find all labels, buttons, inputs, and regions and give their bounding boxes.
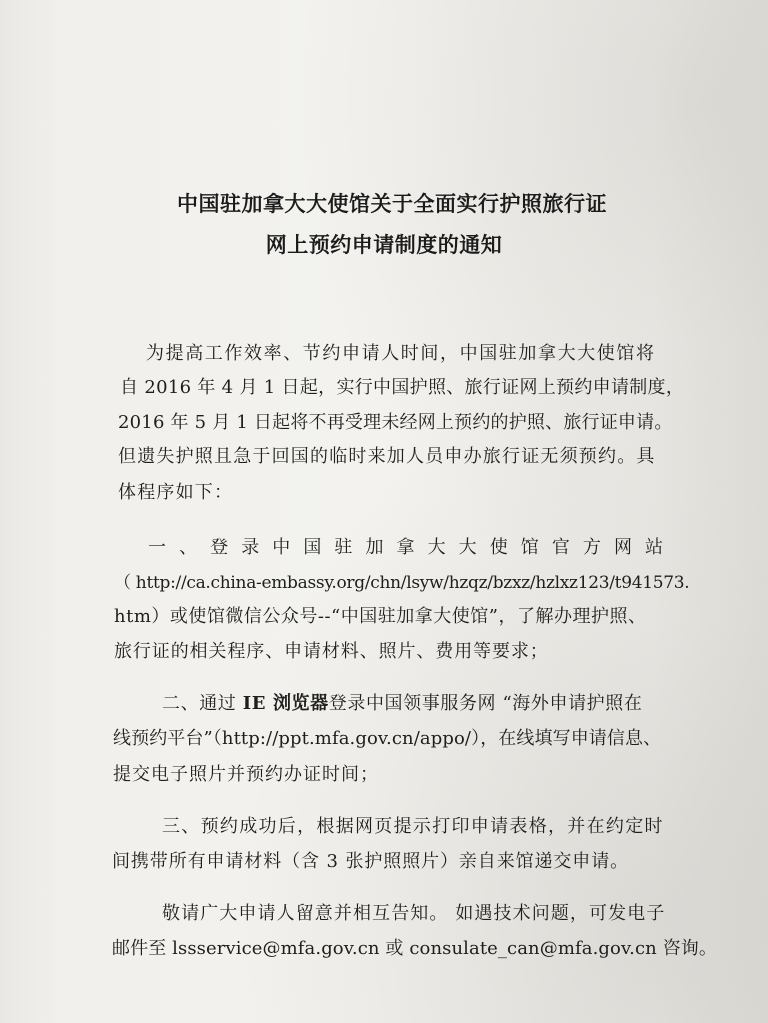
step-1-char: 站 — [645, 537, 663, 558]
step-1-char: 、 — [179, 537, 198, 558]
intro-line-5: 体程序如下： — [118, 482, 234, 503]
step-1-line-2: （ http://ca.china-embassy.org/chn/lsyw/hzqz/bzxz/hzlxz123/t941573. — [114, 573, 690, 593]
step-1-char: 录 — [241, 537, 260, 558]
step-1-char: 加 — [365, 537, 384, 558]
step-1-line-1 — [148, 533, 663, 559]
step-1-char: 馆 — [520, 537, 539, 558]
step-1-char: 官 — [551, 537, 570, 558]
step-2-line-3: 提交电子照片并预约办证时间； — [113, 764, 379, 785]
step-2-line-2: 线预约平台”（http://ppt.mfa.gov.cn/appo/），在线填写申请信息、 — [113, 728, 662, 749]
step-2-line-1 — [162, 689, 642, 715]
intro-line-1: 为提高工作效率、节约申请人时间，中国驻加拿大大使馆将 — [146, 343, 656, 364]
step-1-char: 方 — [582, 537, 601, 558]
step-1-char: 驻 — [334, 537, 353, 558]
step-1-char: 一 — [148, 537, 166, 558]
step-2-text-a: 二、通过 — [162, 693, 243, 714]
step-1-char: 登 — [210, 537, 229, 558]
step-3-line-1: 三、预约成功后，根据网页提示打印申请表格，并在约定时 — [162, 816, 664, 837]
step-1-char: 中 — [272, 537, 291, 558]
step-1-char: 网 — [613, 537, 632, 558]
step-1-char: 大 — [427, 537, 446, 558]
step-1-char: 拿 — [396, 537, 415, 558]
step-2-ie-browser: IE 浏览器 — [242, 693, 329, 714]
intro-line-3: 2016 年 5 月 1 日起将不再受理未经网上预约的护照、旅行证申请。 — [118, 412, 673, 433]
step-2-text-b: 登录中国领事服务网 “海外申请护照在 — [328, 693, 643, 714]
closing-line-1: 敬请广大申请人留意并相互告知。 如遇技术问题，可发电子 — [162, 903, 666, 924]
step-1-line-3: htm）或使馆微信公众号--“中国驻加拿大使馆”，了解办理护照、 — [114, 606, 647, 627]
intro-line-2: 自 2016 年 4 月 1 日起，实行中国护照、旅行证网上预约申请制度， — [120, 377, 685, 398]
step-1-char: 使 — [489, 537, 508, 558]
step-3-line-2: 间携带所有申请材料（含 3 张护照照片）亲自来馆递交申请。 — [112, 851, 629, 872]
notice-title-line-1: 中国驻加拿大大使馆关于全面实行护照旅行证 — [177, 191, 607, 216]
step-1-char: 国 — [303, 537, 322, 558]
step-1-line-4: 旅行证的相关程序、申请材料、照片、费用等要求； — [114, 641, 549, 662]
step-1-char: 大 — [458, 537, 477, 558]
notice-title-line-2: 网上预约申请制度的通知 — [265, 232, 503, 257]
intro-line-4: 但遗失护照且急于回国的临时来加人员申办旅行证无须预约。具 — [118, 446, 656, 467]
closing-line-2: 邮件至 lssservice@mfa.gov.cn 或 consulate_can@mfa.gov.cn 咨询。 — [112, 938, 717, 959]
